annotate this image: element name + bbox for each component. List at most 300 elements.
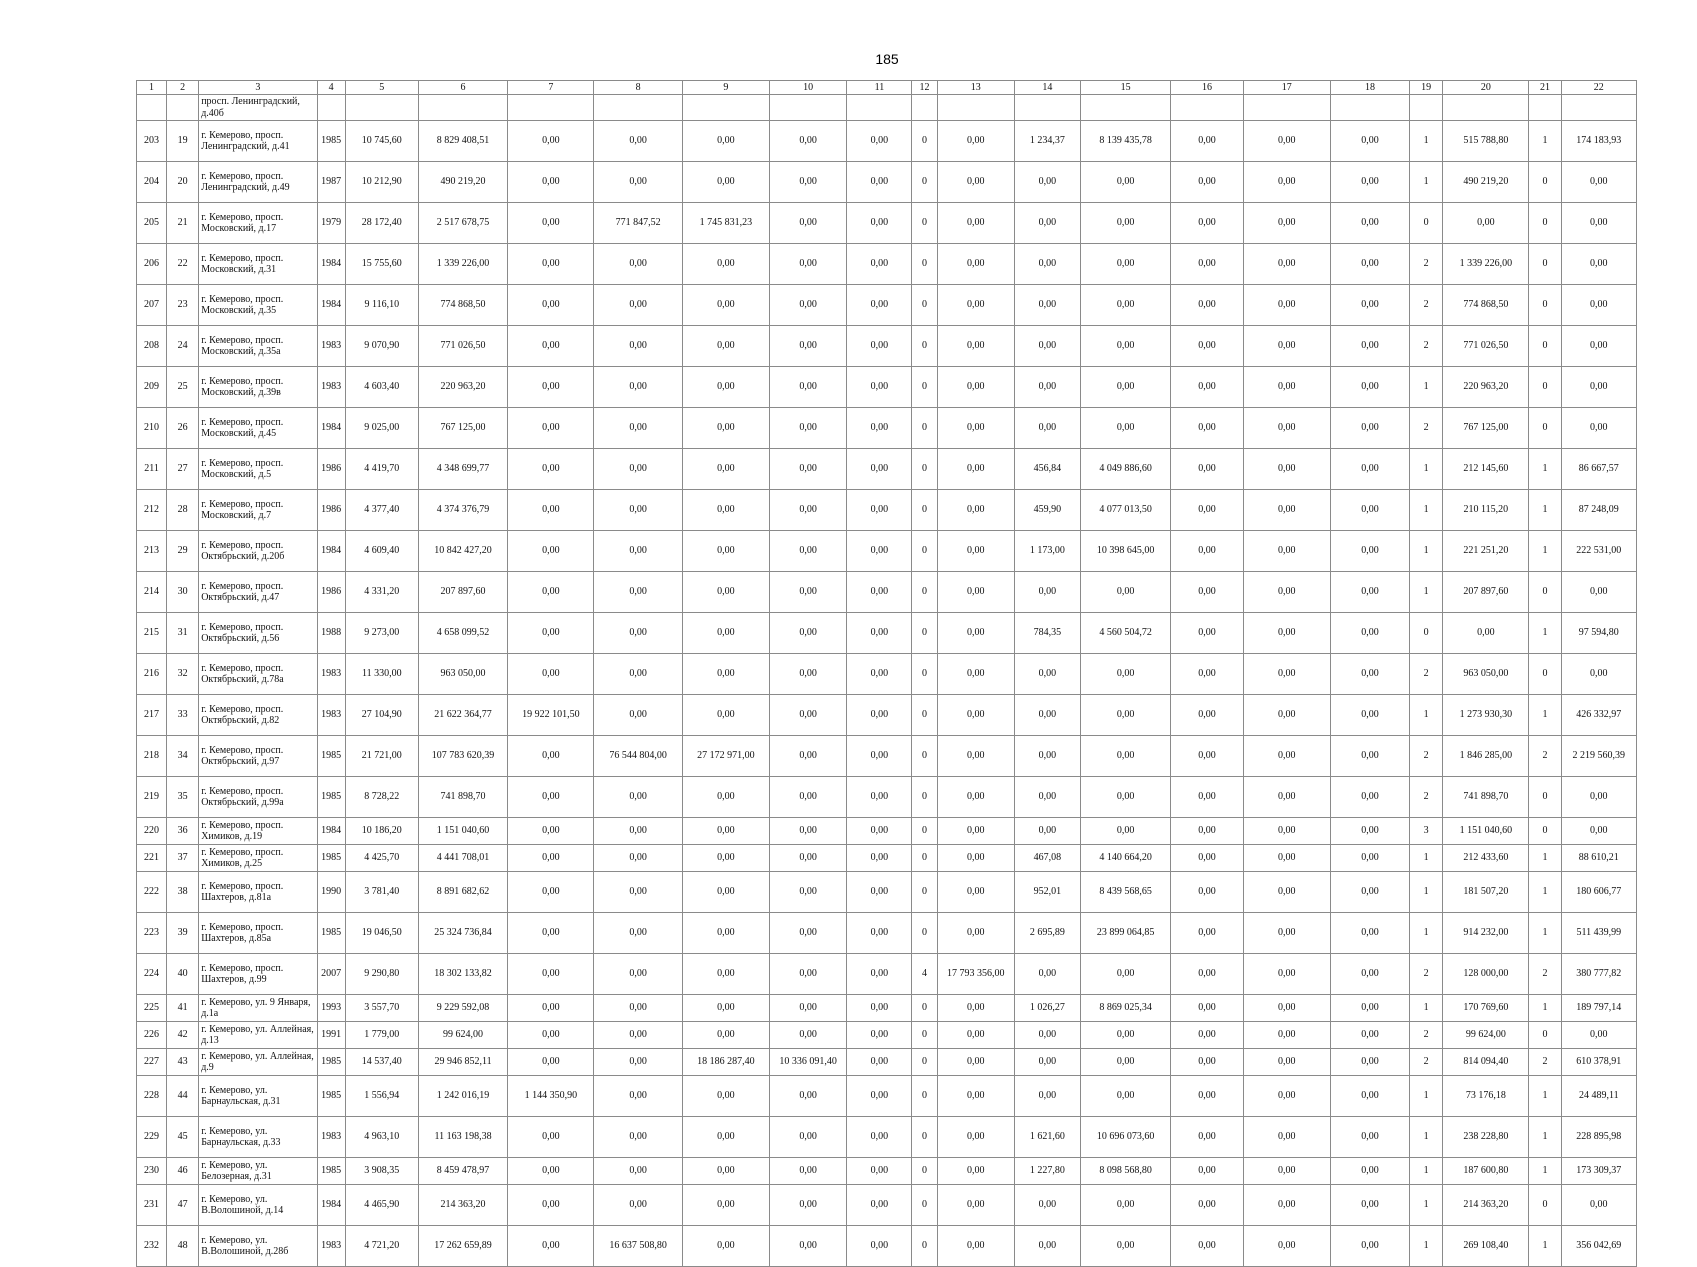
table-cell: 0,00: [594, 954, 682, 995]
table-cell: 99 624,00: [1443, 1022, 1529, 1049]
table-cell: 774 868,50: [418, 285, 507, 326]
table-cell: 0,00: [682, 572, 769, 613]
table-cell: 0,00: [682, 995, 769, 1022]
table-cell: [1330, 95, 1409, 121]
table-row: [137, 244, 1637, 285]
table-cell: 0,00: [1171, 695, 1243, 736]
table-cell: 0,00: [1171, 818, 1243, 845]
table-cell: 0,00: [847, 1022, 912, 1049]
table-cell: 771 847,52: [594, 203, 682, 244]
table-cell: 1990: [317, 872, 345, 913]
table-cell: 0,00: [1243, 244, 1330, 285]
table-cell: 0: [912, 913, 937, 954]
table-cell: 0,00: [1243, 777, 1330, 818]
column-header: 3: [199, 81, 317, 95]
address-cell: г. Кемерово, ул. Барнаульская, д.31: [199, 1076, 317, 1117]
table-cell: 0,00: [1443, 613, 1529, 654]
table-cell: 767 125,00: [418, 408, 507, 449]
address-cell: г. Кемерово, ул. В.Волошиной, д.14: [199, 1185, 317, 1226]
table-cell: 0: [1529, 654, 1561, 695]
table-row: [137, 954, 1637, 995]
table-cell: 0,00: [770, 449, 847, 490]
table-cell: 771 026,50: [418, 326, 507, 367]
table-cell: 107 783 620,39: [418, 736, 507, 777]
table-cell: 0,00: [1171, 736, 1243, 777]
table-cell: 0: [912, 845, 937, 872]
table-cell: 0,00: [1171, 872, 1243, 913]
table-cell: 0,00: [1171, 777, 1243, 818]
table-cell: 0,00: [937, 1076, 1014, 1117]
column-header: 11: [847, 81, 912, 95]
table-cell: 0,00: [1014, 367, 1080, 408]
table-cell: 4 419,70: [345, 449, 418, 490]
table-cell: 0,00: [1330, 818, 1409, 845]
table-cell: 0: [912, 613, 937, 654]
table-cell: 0,00: [1561, 162, 1636, 203]
table-row: [137, 1049, 1637, 1076]
table-cell: 0,00: [508, 285, 594, 326]
table-cell: 0,00: [847, 818, 912, 845]
table-cell: 0,00: [594, 367, 682, 408]
table-cell: 2: [1529, 954, 1561, 995]
table-cell: 86 667,57: [1561, 449, 1636, 490]
table-cell: 2 219 560,39: [1561, 736, 1636, 777]
table-cell: 0,00: [770, 777, 847, 818]
table-cell: 0,00: [1561, 203, 1636, 244]
table-cell: 0,00: [770, 367, 847, 408]
table-cell: 0,00: [682, 162, 769, 203]
table-cell: 4 609,40: [345, 531, 418, 572]
table-cell: 10 398 645,00: [1081, 531, 1171, 572]
table-cell: 8 829 408,51: [418, 121, 507, 162]
table-cell: 0,00: [770, 695, 847, 736]
table-cell: 2: [1410, 777, 1443, 818]
column-header: 13: [937, 81, 1014, 95]
table-cell: 0,00: [937, 1158, 1014, 1185]
table-cell: 99 624,00: [418, 1022, 507, 1049]
table-cell: 0,00: [508, 954, 594, 995]
table-cell: 1: [1529, 1226, 1561, 1267]
table-cell: 0,00: [1081, 954, 1171, 995]
table-cell: 0: [1529, 326, 1561, 367]
table-cell: 1 556,94: [345, 1076, 418, 1117]
table-cell: 9 070,90: [345, 326, 418, 367]
table-cell: 27 104,90: [345, 695, 418, 736]
table-cell: 0: [1529, 408, 1561, 449]
column-header: 17: [1243, 81, 1330, 95]
table-cell: 0: [912, 490, 937, 531]
column-header: 9: [682, 81, 769, 95]
table-cell: 1985: [317, 1076, 345, 1117]
table-cell: 0,00: [1243, 531, 1330, 572]
table-cell: 1983: [317, 1226, 345, 1267]
table-cell: 21 721,00: [345, 736, 418, 777]
table-cell: 0,00: [594, 326, 682, 367]
table-cell: 0,00: [682, 1158, 769, 1185]
table-cell: 459,90: [1014, 490, 1080, 531]
table-cell: 47: [167, 1185, 199, 1226]
column-header: 16: [1171, 81, 1243, 95]
table-cell: 10 696 073,60: [1081, 1117, 1171, 1158]
table-cell: 0,00: [1171, 244, 1243, 285]
table-cell: 0,00: [1243, 326, 1330, 367]
table-cell: 0,00: [847, 449, 912, 490]
table-cell: 170 769,60: [1443, 995, 1529, 1022]
table-cell: [1171, 95, 1243, 121]
table-cell: 0,00: [508, 872, 594, 913]
table-cell: 0,00: [1081, 572, 1171, 613]
table-cell: 814 094,40: [1443, 1049, 1529, 1076]
table-cell: 1 234,37: [1014, 121, 1080, 162]
table-cell: 456,84: [1014, 449, 1080, 490]
table-cell: 15 755,60: [345, 244, 418, 285]
table-cell: 0,00: [682, 1117, 769, 1158]
address-cell: г. Кемерово, ул. 9 Января, д.1а: [199, 995, 317, 1022]
table-cell: 1: [1529, 1076, 1561, 1117]
table-cell: 2: [1410, 285, 1443, 326]
table-cell: 34: [167, 736, 199, 777]
table-cell: 0,00: [847, 654, 912, 695]
table-cell: 0: [912, 408, 937, 449]
table-cell: 0,00: [594, 1049, 682, 1076]
table-cell: [682, 95, 769, 121]
table-cell: 0,00: [847, 531, 912, 572]
table-cell: 0,00: [1330, 954, 1409, 995]
column-header: 20: [1443, 81, 1529, 95]
table-cell: 0,00: [937, 1226, 1014, 1267]
table-cell: 0,00: [1171, 1226, 1243, 1267]
table-cell: 0,00: [1081, 326, 1171, 367]
table-cell: 14 537,40: [345, 1049, 418, 1076]
table-cell: 223: [137, 913, 167, 954]
table-row: [137, 162, 1637, 203]
table-cell: 0,00: [594, 490, 682, 531]
table-cell: 0: [912, 1076, 937, 1117]
table-cell: 18 302 133,82: [418, 954, 507, 995]
table-cell: 0,00: [508, 326, 594, 367]
table-cell: 19 922 101,50: [508, 695, 594, 736]
table-row: [137, 449, 1637, 490]
table-cell: 1: [1410, 449, 1443, 490]
table-cell: 0,00: [770, 1076, 847, 1117]
table-cell: 0,00: [847, 285, 912, 326]
table-cell: 1985: [317, 1049, 345, 1076]
table-cell: 0,00: [847, 913, 912, 954]
table-cell: [1410, 95, 1443, 121]
table-cell: 1: [1410, 913, 1443, 954]
table-cell: 0,00: [594, 995, 682, 1022]
table-cell: 0,00: [1243, 367, 1330, 408]
column-header: 5: [345, 81, 418, 95]
table-cell: 774 868,50: [1443, 285, 1529, 326]
table-cell: [912, 95, 937, 121]
table-cell: 0,00: [847, 121, 912, 162]
column-header: 12: [912, 81, 937, 95]
table-cell: 0,00: [1243, 736, 1330, 777]
table-cell: 0,00: [1081, 695, 1171, 736]
table-cell: 1987: [317, 162, 345, 203]
table-cell: 1979: [317, 203, 345, 244]
table-cell: 0,00: [1330, 408, 1409, 449]
table-cell: 0,00: [508, 531, 594, 572]
table-cell: 0,00: [937, 490, 1014, 531]
table-cell: 0,00: [847, 1049, 912, 1076]
page-number: 185: [875, 51, 899, 67]
table-cell: 0: [912, 285, 937, 326]
table-cell: 0,00: [1243, 995, 1330, 1022]
column-header: 4: [317, 81, 345, 95]
table-row: [137, 654, 1637, 695]
table-cell: 0,00: [847, 872, 912, 913]
table-cell: 269 108,40: [1443, 1226, 1529, 1267]
table-cell: 0,00: [1243, 1049, 1330, 1076]
table-row: [137, 872, 1637, 913]
table-cell: 0,00: [508, 613, 594, 654]
table-cell: 0,00: [508, 818, 594, 845]
address-cell: г. Кемерово, просп. Октябрьский, д.99а: [199, 777, 317, 818]
table-cell: 1983: [317, 326, 345, 367]
table-cell: 0,00: [1330, 736, 1409, 777]
table-cell: 0: [1529, 162, 1561, 203]
table-cell: 8 728,22: [345, 777, 418, 818]
table-cell: 9 290,80: [345, 954, 418, 995]
table-cell: 0,00: [1014, 203, 1080, 244]
table-cell: 0,00: [937, 121, 1014, 162]
table-cell: 0,00: [594, 121, 682, 162]
table-cell: 1: [1529, 872, 1561, 913]
table-cell: 1991: [317, 1022, 345, 1049]
table-cell: 0,00: [1014, 1185, 1080, 1226]
table-cell: 21 622 364,77: [418, 695, 507, 736]
table-cell: 1 846 285,00: [1443, 736, 1529, 777]
table-row: [137, 490, 1637, 531]
table-cell: 1985: [317, 121, 345, 162]
table-cell: 1 144 350,90: [508, 1076, 594, 1117]
table-cell: 8 098 568,80: [1081, 1158, 1171, 1185]
table-cell: 0,00: [682, 449, 769, 490]
table-cell: 1: [1529, 1117, 1561, 1158]
table-cell: 0,00: [1330, 613, 1409, 654]
table-cell: 0,00: [1014, 244, 1080, 285]
table-cell: 490 219,20: [1443, 162, 1529, 203]
table-cell: [770, 95, 847, 121]
table-cell: 4 377,40: [345, 490, 418, 531]
table-cell: 210 115,20: [1443, 490, 1529, 531]
address-cell: г. Кемерово, просп. Октябрьский, д.82: [199, 695, 317, 736]
table-cell: 0,00: [1081, 777, 1171, 818]
table-cell: 221 251,20: [1443, 531, 1529, 572]
table-cell: 0,00: [847, 162, 912, 203]
table-cell: 220 963,20: [1443, 367, 1529, 408]
table-cell: 0,00: [770, 572, 847, 613]
table-cell: 218: [137, 736, 167, 777]
table-cell: 0,00: [770, 845, 847, 872]
table-cell: 19 046,50: [345, 913, 418, 954]
table-cell: 1: [1410, 1185, 1443, 1226]
table-cell: 0,00: [937, 1117, 1014, 1158]
table-cell: 229: [137, 1117, 167, 1158]
table-cell: 0: [1529, 203, 1561, 244]
table-cell: 0,00: [847, 777, 912, 818]
table-cell: 0,00: [682, 285, 769, 326]
table-cell: 0,00: [1014, 326, 1080, 367]
table-cell: 1983: [317, 1117, 345, 1158]
address-cell: г. Кемерово, ул. Белозерная, д.31: [199, 1158, 317, 1185]
table-cell: 1983: [317, 654, 345, 695]
table-cell: 0: [912, 572, 937, 613]
table-cell: 0,00: [847, 203, 912, 244]
table-cell: 0,00: [1330, 845, 1409, 872]
table-cell: 0,00: [1330, 572, 1409, 613]
table-cell: 0,00: [1081, 162, 1171, 203]
table-cell: 0,00: [508, 572, 594, 613]
table-cell: 0,00: [508, 1226, 594, 1267]
table-cell: [594, 95, 682, 121]
table-cell: 0,00: [770, 872, 847, 913]
table-cell: 0,00: [770, 1117, 847, 1158]
table-cell: 1985: [317, 736, 345, 777]
table-cell: 0,00: [847, 1117, 912, 1158]
table-cell: 22: [167, 244, 199, 285]
table-cell: 0,00: [594, 1076, 682, 1117]
table-cell: 0,00: [847, 995, 912, 1022]
table-cell: 37: [167, 845, 199, 872]
table-row: [137, 995, 1637, 1022]
table-cell: 0,00: [847, 408, 912, 449]
table-cell: 238 228,80: [1443, 1117, 1529, 1158]
table-cell: 0: [912, 203, 937, 244]
table-cell: 0,00: [1243, 613, 1330, 654]
table-cell: 45: [167, 1117, 199, 1158]
table-cell: 0,00: [1171, 1049, 1243, 1076]
table-cell: 0: [912, 695, 937, 736]
table-cell: 0,00: [594, 1158, 682, 1185]
table-cell: 0,00: [937, 162, 1014, 203]
table-cell: 0,00: [770, 326, 847, 367]
table-cell: 0,00: [1014, 736, 1080, 777]
table-cell: 0,00: [1243, 654, 1330, 695]
table-cell: 4 348 699,77: [418, 449, 507, 490]
table-cell: 211: [137, 449, 167, 490]
table-cell: 0,00: [937, 613, 1014, 654]
table-cell: 0: [1529, 818, 1561, 845]
table-cell: 17 793 356,00: [937, 954, 1014, 995]
table-cell: 28 172,40: [345, 203, 418, 244]
table-cell: 9 229 592,08: [418, 995, 507, 1022]
table-cell: 0,00: [1171, 1076, 1243, 1117]
address-cell: г. Кемерово, просп. Московский, д.7: [199, 490, 317, 531]
table-cell: 0,00: [1243, 1185, 1330, 1226]
table-cell: 0,00: [508, 244, 594, 285]
table-cell: 3 557,70: [345, 995, 418, 1022]
table-cell: 0,00: [1171, 531, 1243, 572]
table-cell: 1 151 040,60: [418, 818, 507, 845]
table-cell: 2: [1410, 326, 1443, 367]
table-cell: 0,00: [847, 845, 912, 872]
table-cell: 1985: [317, 913, 345, 954]
table-cell: 0,00: [937, 818, 1014, 845]
table-cell: 0,00: [937, 203, 1014, 244]
table-cell: 20: [167, 162, 199, 203]
table-cell: 0: [912, 531, 937, 572]
table-cell: 0,00: [770, 913, 847, 954]
table-cell: 33: [167, 695, 199, 736]
table-row: [137, 1022, 1637, 1049]
table-cell: 0: [1529, 244, 1561, 285]
table-cell: [937, 95, 1014, 121]
table-cell: 0,00: [682, 1022, 769, 1049]
table-cell: 0,00: [682, 777, 769, 818]
address-cell: г. Кемерово, просп. Ленинградский, д.41: [199, 121, 317, 162]
table-cell: 1: [1410, 1226, 1443, 1267]
table-cell: [345, 95, 418, 121]
table-cell: 0: [912, 995, 937, 1022]
table-row: [137, 1185, 1637, 1226]
table-cell: 1988: [317, 613, 345, 654]
table-cell: 10 212,90: [345, 162, 418, 203]
table-cell: 0,00: [770, 613, 847, 654]
table-cell: 0,00: [937, 531, 1014, 572]
table-cell: [1561, 95, 1636, 121]
table-cell: 467,08: [1014, 845, 1080, 872]
table-cell: 212 433,60: [1443, 845, 1529, 872]
address-cell: г. Кемерово, просп. Московский, д.5: [199, 449, 317, 490]
table-cell: 44: [167, 1076, 199, 1117]
table-cell: 1: [1529, 490, 1561, 531]
table-cell: 0,00: [594, 913, 682, 954]
column-header: 10: [770, 81, 847, 95]
table-cell: 0,00: [682, 326, 769, 367]
table-cell: 0,00: [1561, 572, 1636, 613]
table-cell: 0,00: [937, 695, 1014, 736]
column-header: 21: [1529, 81, 1561, 95]
table-cell: 380 777,82: [1561, 954, 1636, 995]
table-cell: 0,00: [508, 121, 594, 162]
table-cell: 0,00: [1243, 449, 1330, 490]
table-cell: 3 781,40: [345, 872, 418, 913]
table-cell: 1: [1529, 913, 1561, 954]
table-cell: 2: [1410, 736, 1443, 777]
table-row: [137, 285, 1637, 326]
table-cell: 0,00: [1561, 285, 1636, 326]
table-cell: 0,00: [1243, 285, 1330, 326]
table-cell: 88 610,21: [1561, 845, 1636, 872]
table-row: [137, 695, 1637, 736]
table-cell: 0,00: [770, 1158, 847, 1185]
table-cell: 10 745,60: [345, 121, 418, 162]
table-cell: 0,00: [1081, 1185, 1171, 1226]
table-cell: 0,00: [1081, 654, 1171, 695]
table-cell: 515 788,80: [1443, 121, 1529, 162]
table-cell: [1243, 95, 1330, 121]
table-cell: 0,00: [1081, 1226, 1171, 1267]
table-cell: 228: [137, 1076, 167, 1117]
address-cell: г. Кемерово, просп. Шахтеров, д.81а: [199, 872, 317, 913]
table-cell: 0,00: [682, 408, 769, 449]
table-row: [137, 736, 1637, 777]
table-cell: 0,00: [1171, 285, 1243, 326]
table-cell: 610 378,91: [1561, 1049, 1636, 1076]
table-cell: 16 637 508,80: [594, 1226, 682, 1267]
table-cell: 0,00: [1081, 736, 1171, 777]
table-cell: 230: [137, 1158, 167, 1185]
table-cell: 1: [1529, 531, 1561, 572]
table-cell: 0,00: [847, 490, 912, 531]
table-cell: 0,00: [1014, 1226, 1080, 1267]
table-cell: 1: [1410, 995, 1443, 1022]
table-cell: 1: [1529, 613, 1561, 654]
table-cell: 0: [912, 1158, 937, 1185]
